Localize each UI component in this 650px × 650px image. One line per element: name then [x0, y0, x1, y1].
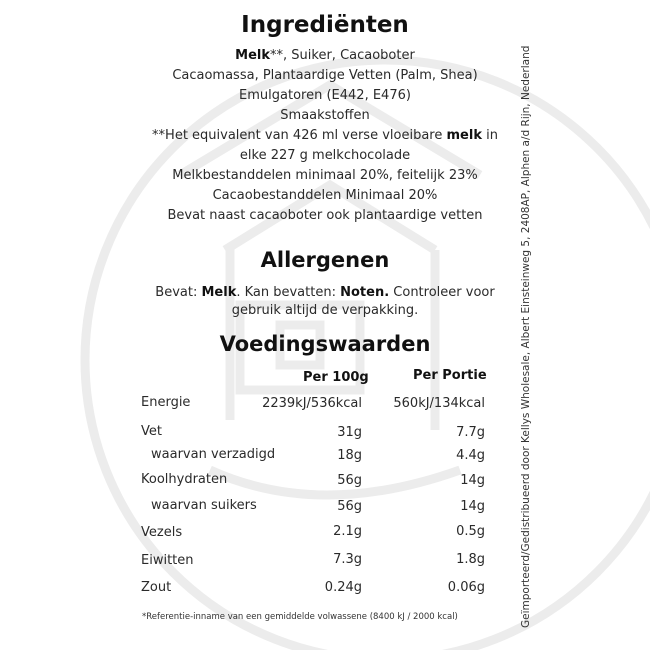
- nutrition-row-per100g: 2.1g: [333, 524, 362, 539]
- nutrition-col-per-portion: Per Portie: [413, 368, 487, 383]
- nutrition-row-label: Vezels: [141, 525, 183, 540]
- nutrition-row-portion: 14g: [460, 499, 485, 514]
- nutrition-row-label: Koolhydraten: [141, 472, 228, 487]
- nutrition-row-per100g: 2239kJ/536kcal: [262, 396, 362, 411]
- nutrition-row-per100g: 56g: [337, 499, 362, 514]
- nutrition-row-portion: 7.7g: [456, 425, 485, 440]
- ingredient-line1-rest: **, Suiker, Cacaoboter: [270, 48, 415, 63]
- distributor-text: Geïmporteerd/Gedistribueerd door Kellys Wholesale, Albert Einsteinweg 5, 2408AP, Alphen a/d Rijn, Nederland: [520, 45, 532, 628]
- nutrition-row-portion: 0.5g: [456, 524, 485, 539]
- ingredients-title: Ingrediënten: [241, 12, 409, 38]
- nutrition-row-label: Vet: [141, 424, 162, 439]
- nutrition-row-label: waarvan suikers: [151, 498, 257, 513]
- ingredients-line-7: Melkbestanddelen minimaal 20%, feitelijk 23%: [172, 168, 478, 183]
- allergens-line-1: [0, 285, 650, 300]
- nutrition-row-per100g: 18g: [337, 448, 362, 463]
- allergen-nuts: Noten.: [340, 285, 390, 300]
- nutrition-col-per-100g: Per 100g: [303, 370, 369, 385]
- allergens-check-text: Controleer voor: [389, 285, 495, 300]
- ingredient-milk-bold: Melk: [235, 48, 271, 63]
- nutrition-row-label: Eiwitten: [141, 553, 194, 568]
- nutrition-title: Voedingswaarden: [219, 332, 431, 356]
- ingredient-note-b: in: [481, 128, 498, 143]
- ingredients-line-4: Smaakstoffen: [280, 108, 370, 123]
- ingredients-line-1: [0, 48, 650, 63]
- nutrition-row-label: Energie: [141, 395, 191, 410]
- allergens-contains-label: Bevat:: [155, 285, 202, 300]
- nutrition-row-portion: 560kJ/134kcal: [393, 396, 485, 411]
- allergens-may-contain-label: . Kan bevatten:: [236, 285, 341, 300]
- allergens-line-2: gebruik altijd de verpakking.: [231, 303, 419, 318]
- ingredient-note-a: **Het equivalent van 426 ml verse vloeibare: [152, 128, 447, 143]
- nutrition-row-portion: 4.4g: [456, 448, 485, 463]
- ingredients-line-9: Bevat naast cacaoboter ook plantaardige vetten: [167, 208, 483, 223]
- nutrition-row-portion: 14g: [460, 473, 485, 488]
- nutrition-row-per100g: 7.3g: [333, 552, 362, 567]
- nutrition-row-label: waarvan verzadigd: [151, 447, 276, 462]
- allergens-title: Allergenen: [260, 248, 390, 272]
- ingredients-line-6: elke 227 g melkchocolade: [239, 148, 411, 163]
- nutrition-row-portion: 0.06g: [447, 580, 485, 595]
- ingredients-line-2: Cacaomassa, Plantaardige Vetten (Palm, Shea): [172, 68, 478, 83]
- ingredients-line-3: Emulgatoren (E442, E476): [239, 88, 411, 103]
- ingredients-line-8: Cacaobestanddelen Minimaal 20%: [212, 188, 438, 203]
- nutrition-row-per100g: 31g: [337, 425, 362, 440]
- nutrition-row-per100g: 56g: [337, 473, 362, 488]
- nutrition-footnote: *Referentie-inname van een gemiddelde volwassene (8400 kJ / 2000 kcal): [142, 612, 458, 622]
- ingredient-note-milk: melk: [446, 128, 482, 143]
- nutrition-row-per100g: 0.24g: [324, 580, 362, 595]
- ingredients-line-5: [0, 128, 650, 143]
- allergen-milk: Melk: [201, 285, 237, 300]
- nutrition-row-label: Zout: [141, 580, 172, 595]
- nutrition-row-portion: 1.8g: [456, 552, 485, 567]
